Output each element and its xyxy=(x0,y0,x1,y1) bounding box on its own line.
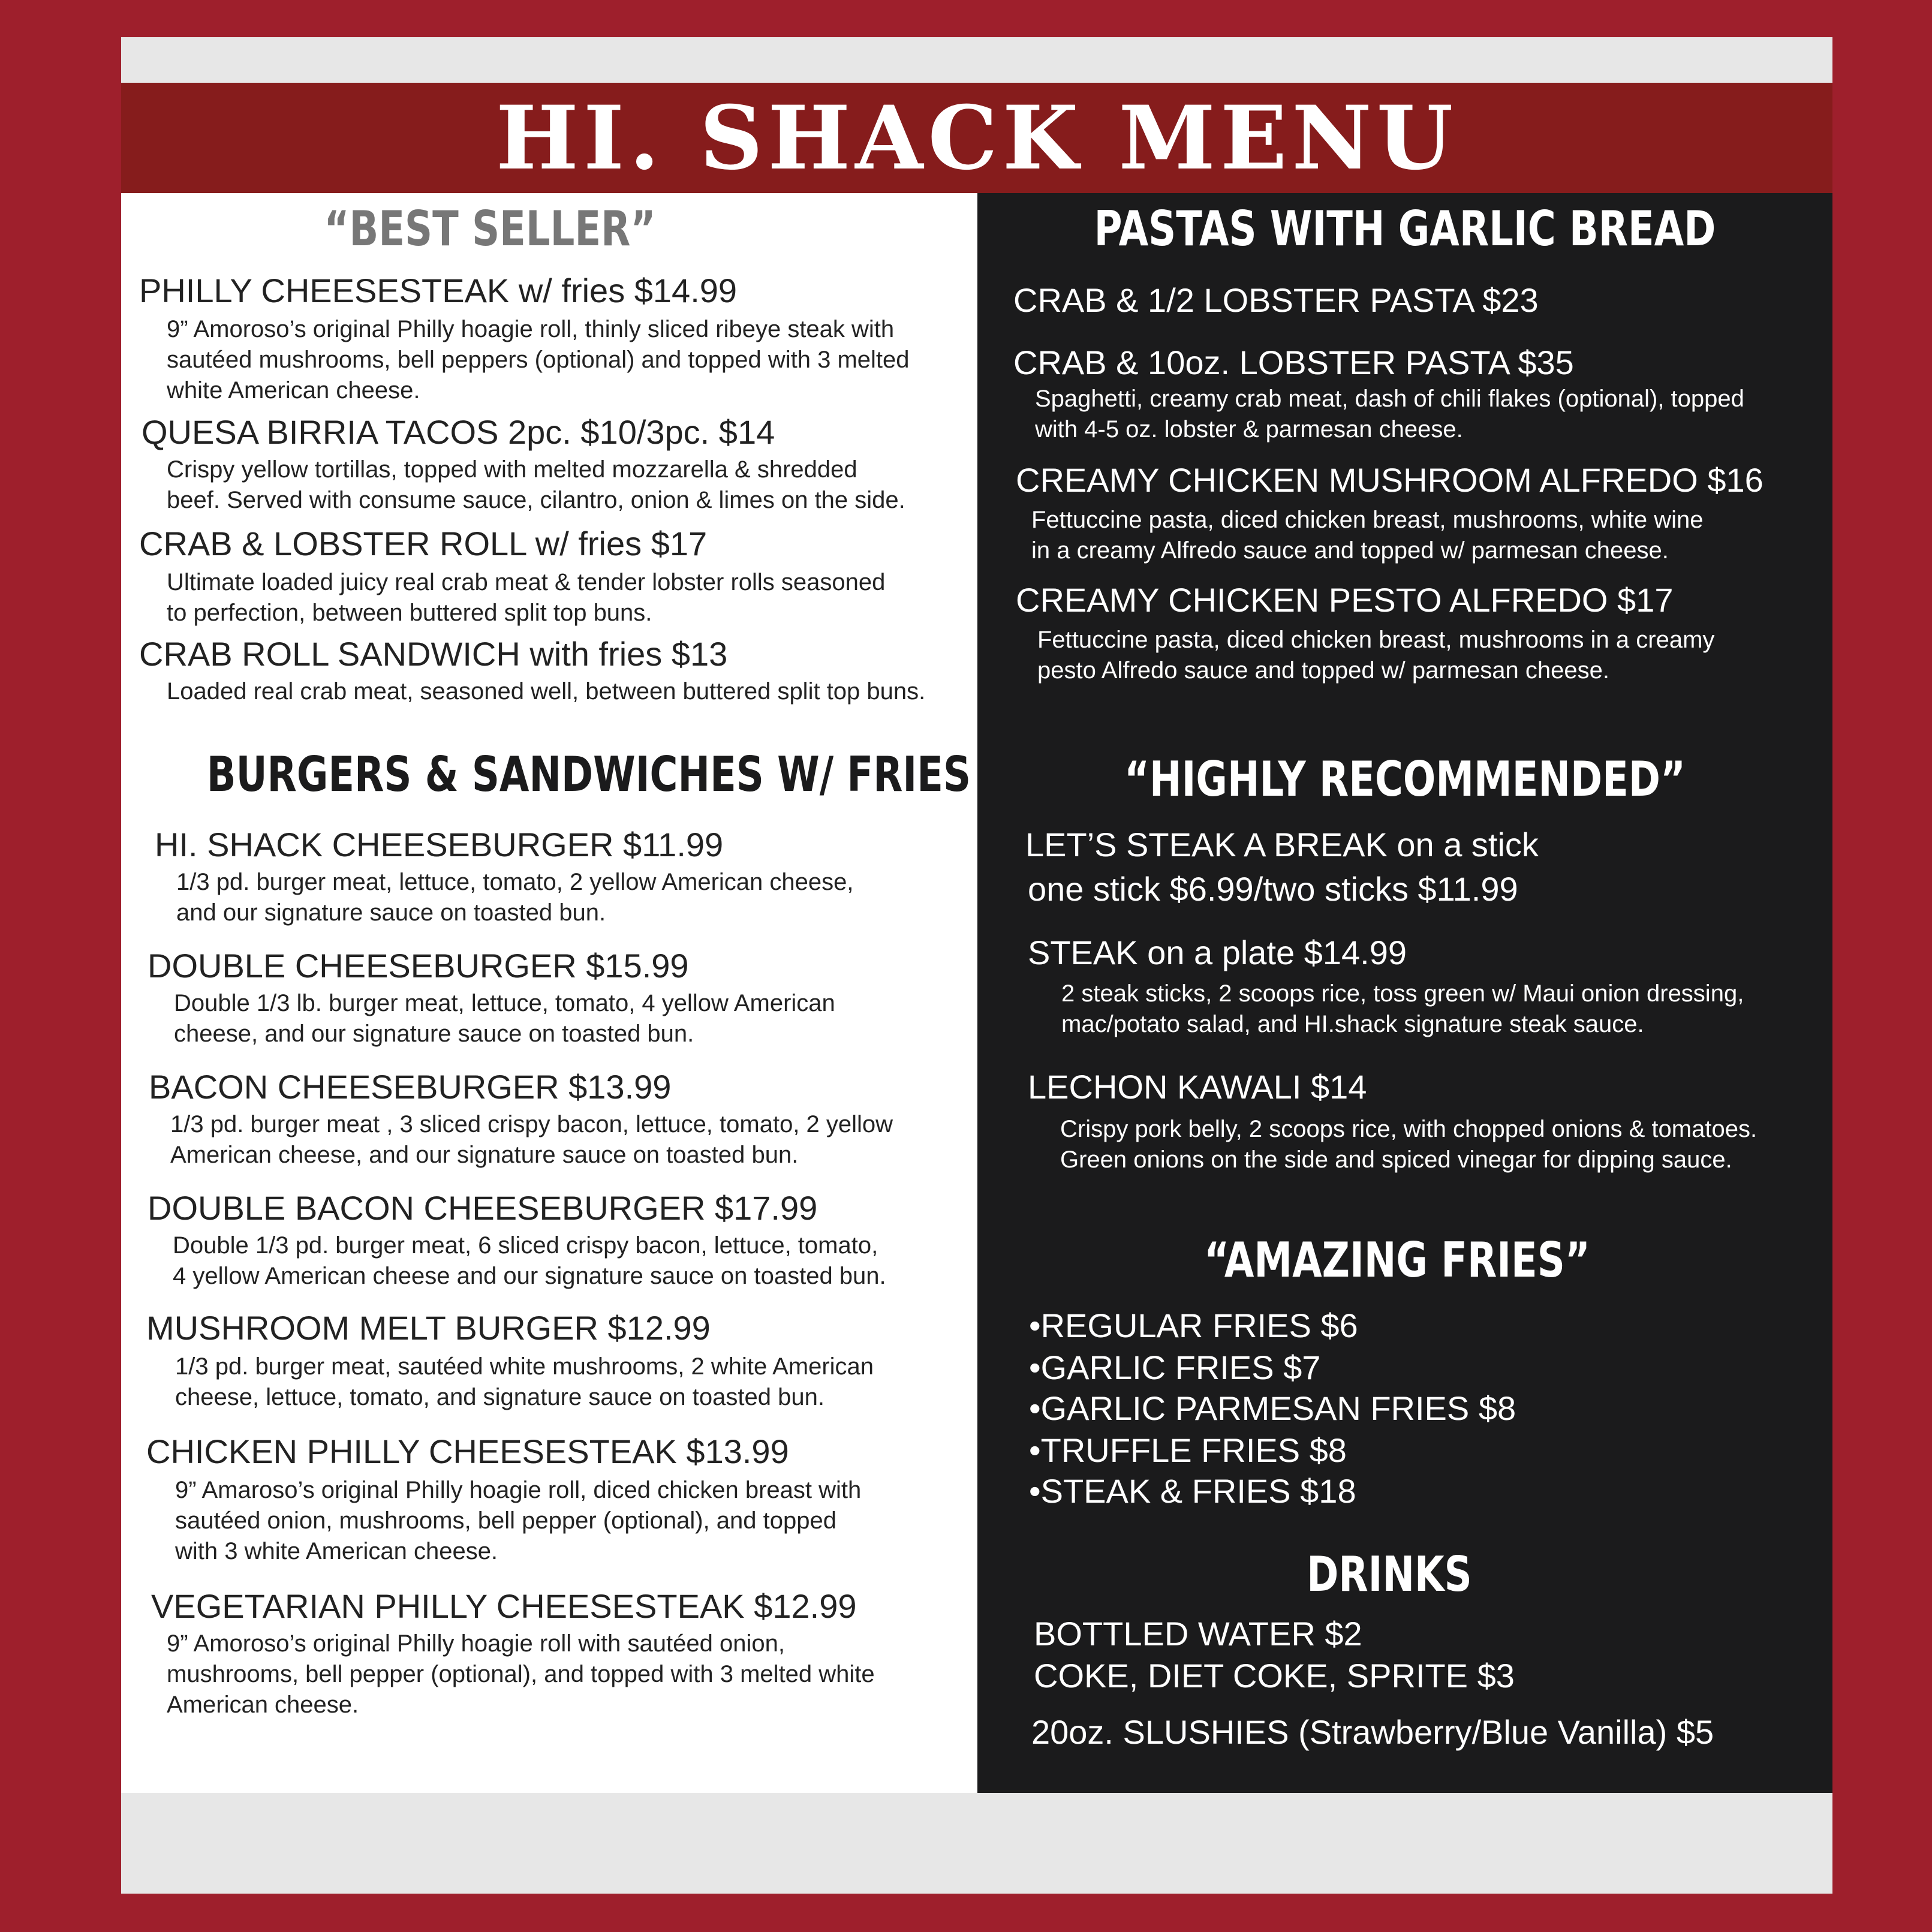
menu-item-name: DOUBLE BACON CHEESEBURGER $17.99 xyxy=(148,1189,818,1227)
menu-item-name: PHILLY CHEESESTEAK w/ fries $14.99 xyxy=(139,272,738,309)
right-column xyxy=(977,193,1832,1793)
drink-item: COKE, DIET COKE, SPRITE $3 xyxy=(1034,1657,1515,1695)
menu-item-name: VEGETARIAN PHILLY CHEESESTEAK $12.99 xyxy=(151,1587,857,1625)
menu-item-name: CHICKEN PHILLY CHEESESTEAK $13.99 xyxy=(146,1433,789,1470)
fries-item: •GARLIC FRIES $7 xyxy=(1029,1349,1321,1386)
menu-item-name: CREAMY CHICKEN PESTO ALFREDO $17 xyxy=(1016,581,1674,619)
left-column xyxy=(121,193,977,1793)
menu-item-name: QUESA BIRRIA TACOS 2pc. $10/3pc. $14 xyxy=(142,413,775,451)
title-banner xyxy=(121,83,1832,193)
fries-item: •GARLIC PARMESAN FRIES $8 xyxy=(1029,1389,1516,1427)
menu-item-desc: 1/3 pd. burger meat, sautéed white mushrooms, 2 white American cheese, lettuce, tomato, and signature sauce on toasted bun. xyxy=(175,1353,874,1410)
menu-item-name: BACON CHEESEBURGER $13.99 xyxy=(149,1068,672,1106)
menu-item-name: LET’S STEAK A BREAK on a stick xyxy=(1025,826,1539,863)
pastas-heading: PASTAS WITH GARLIC BREAD xyxy=(1094,201,1716,257)
menu-item-name: MUSHROOM MELT BURGER $12.99 xyxy=(146,1309,711,1347)
menu-item-desc: 9” Amoroso’s original Philly hoagie roll, thinly sliced ribeye steak with sautéed mushrooms, bell peppers (optional) and topped with 3 melted white American cheese. xyxy=(167,316,910,404)
menu-item-desc: 9” Amoroso’s original Philly hoagie roll with sautéed onion, mushrooms, bell pepper (optional), and topped with 3 melted white American cheese. xyxy=(167,1630,875,1718)
menu-item-name: CRAB & LOBSTER ROLL w/ fries $17 xyxy=(139,525,708,562)
fries-item: •STEAK & FRIES $18 xyxy=(1029,1472,1356,1510)
fries-item: •REGULAR FRIES $6 xyxy=(1029,1307,1358,1344)
menu-item-desc: Ultimate loaded juicy real crab meat & tender lobster rolls seasoned to perfection, between buttered split top buns. xyxy=(167,569,886,626)
burgers-heading: BURGERS & SANDWICHES W/ FRIES xyxy=(206,747,971,802)
menu-item-desc: Crispy pork belly, 2 scoops rice, with chopped onions & tomatoes. Green onions on the side and spiced vinegar for dipping sauce. xyxy=(1060,1116,1758,1173)
menu-item-name: STEAK on a plate $14.99 xyxy=(1028,934,1407,971)
menu-item-desc: Loaded real crab meat, seasoned well, between buttered split top buns. xyxy=(167,678,926,705)
drinks-heading: DRINKS xyxy=(1307,1546,1472,1602)
menu-item-desc: 1/3 pd. burger meat, lettuce, tomato, 2 yellow American cheese, and our signature sauce on toasted bun. xyxy=(176,869,854,926)
fries-item: •TRUFFLE FRIES $8 xyxy=(1029,1431,1347,1469)
menu-item-name: LECHON KAWALI $14 xyxy=(1028,1068,1367,1106)
menu-item-name: DOUBLE CHEESEBURGER $15.99 xyxy=(148,947,689,985)
menu-item-desc: 9” Amaroso’s original Philly hoagie roll, diced chicken breast with sautéed onion, mushrooms, bell pepper (optional), and topped with 3 white American cheese. xyxy=(175,1477,862,1564)
menu-item-desc: Crispy yellow tortillas, topped with melted mozzarella & shredded beef. Served with consume sauce, cilantro, onion & limes on the side. xyxy=(167,456,905,513)
menu-item-name: CRAB & 10oz. LOBSTER PASTA $35 xyxy=(1013,344,1574,381)
menu-item-desc: Spaghetti, creamy crab meat, dash of chili flakes (optional), topped with 4-5 oz. lobster & parmesan cheese. xyxy=(1035,386,1744,443)
menu-item-desc: Fettuccine pasta, diced chicken breast, mushrooms in a creamy pesto Alfredo sauce and topped w/ parmesan cheese. xyxy=(1037,627,1715,684)
menu-item-desc: Double 1/3 lb. burger meat, lettuce, tomato, 4 yellow American cheese, and our signature sauce on toasted bun. xyxy=(174,990,835,1047)
menu-item-desc: 1/3 pd. burger meat , 3 sliced crispy bacon, lettuce, tomato, 2 yellow American cheese, and our signature sauce on toasted bun. xyxy=(170,1111,893,1168)
menu-item-name: CRAB ROLL SANDWICH with fries $13 xyxy=(139,635,728,673)
best-seller-heading: “BEST SELLER” xyxy=(324,201,656,257)
menu-item-name: CREAMY CHICKEN MUSHROOM ALFREDO $16 xyxy=(1016,461,1764,499)
menu-item-name: HI. SHACK CHEESEBURGER $11.99 xyxy=(155,826,724,863)
menu-title: HI. SHACK MENU xyxy=(495,86,1458,189)
drink-item: 20oz. SLUSHIES (Strawberry/Blue Vanilla) $5 xyxy=(1031,1713,1714,1751)
highly-recommended-heading: “HIGHLY RECOMMENDED” xyxy=(1124,751,1686,807)
amazing-fries-heading: “AMAZING FRIES” xyxy=(1204,1232,1590,1288)
menu-item-desc: one stick $6.99/two sticks $11.99 xyxy=(1028,870,1518,908)
menu-item-desc: 2 steak sticks, 2 scoops rice, toss green w/ Maui onion dressing, mac/potato salad, and HI.shack signature steak sauce. xyxy=(1061,980,1744,1037)
menu-item-desc: Fettuccine pasta, diced chicken breast, mushrooms, white wine in a creamy Alfredo sauce and topped w/ parmesan cheese. xyxy=(1031,507,1704,564)
drink-item: BOTTLED WATER $2 xyxy=(1034,1615,1362,1653)
menu-item-name: CRAB & 1/2 LOBSTER PASTA $23 xyxy=(1013,281,1539,319)
menu-item-desc: Double 1/3 pd. burger meat, 6 sliced crispy bacon, lettuce, tomato, 4 yellow American cheese and our signature sauce on toasted bun. xyxy=(173,1232,886,1289)
